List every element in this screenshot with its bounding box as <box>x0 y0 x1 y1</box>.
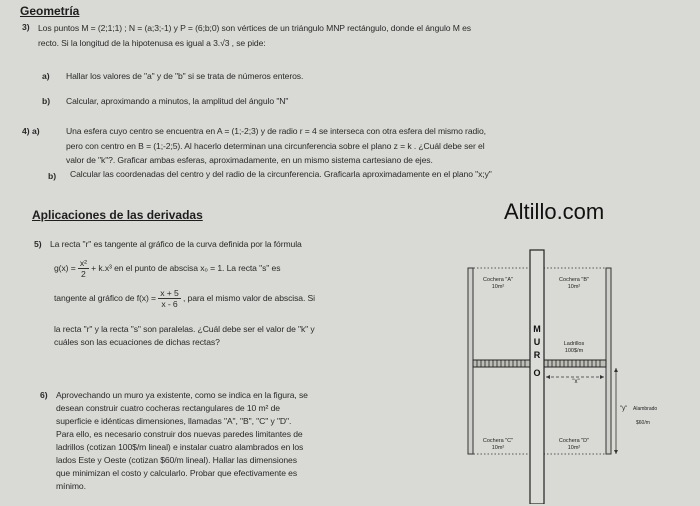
f-rest: , para el mismo valor de abscisa. Si <box>182 292 315 303</box>
problem-6-line-5: ladrillos (cotizan 100$/m lineal) e instalar cuatro alambrados en los <box>56 442 304 452</box>
y-dimension-label: "y" <box>620 406 628 412</box>
fence-label: Alambrado <box>633 406 658 412</box>
altillo-watermark: Altillo.com <box>504 199 605 224</box>
g-rest: + k.x³ en el punto de abscisa x₀ = 1. La recta "s" es <box>91 262 281 273</box>
wall-letter-m: M <box>533 324 541 334</box>
problem-5-line-1: La recta "r" es tangente al gráfico de la curva definida por la fórmula <box>50 239 302 249</box>
problem-6-line-6: lados Este y Oeste (cotizan $60/m lineal). Hallar las dimensiones <box>56 455 297 465</box>
g-fraction-numerator: x² <box>79 258 87 268</box>
brick-wall-left <box>473 360 530 367</box>
garages-figure <box>462 246 672 504</box>
f-lhs: tangente al gráfico de f(x) = <box>54 292 156 303</box>
garage-b-area: 10m² <box>567 284 581 290</box>
fence-price: $60/m <box>636 420 650 426</box>
problem-3a-label: a) <box>42 71 50 81</box>
problem-6-line-2: desean construir cuatro cocheras rectangulares de 10 m² de <box>56 403 280 413</box>
garage-b-label: Cochera "B" <box>559 277 589 283</box>
problem-3-line-2: recto. Si la longitud de la hipotenusa es igual a 3.√3 , se pide: <box>38 38 266 48</box>
brick-label: Ladrillos <box>563 341 585 347</box>
west-fence <box>468 268 473 454</box>
garage-c-area: 10m² <box>491 445 505 451</box>
problem-5-number: 5) <box>34 239 42 249</box>
g-fraction-denominator: 2 <box>81 269 86 279</box>
g-lhs: g(x) = <box>54 262 76 273</box>
east-fence <box>606 268 611 454</box>
brick-price: 100$/m <box>564 348 584 354</box>
g-fraction <box>78 258 89 279</box>
problem-5-line-5: cuáles son las ecuaciones de dichas rectas? <box>54 337 220 347</box>
problem-5-formula-g <box>54 258 280 279</box>
garage-d-label: Cochera "D" <box>558 438 590 444</box>
problem-4-line-1: Una esfera cuyo centro se encuentra en A = (1;-2;3) y de radio r = 4 se interseca con otra esfera del mismo radio, <box>66 126 486 136</box>
f-fraction-denominator: x - 6 <box>161 299 178 309</box>
problem-6-line-7: que minimizan el costo y calcularlo. Probar que efectivamente es <box>56 468 298 478</box>
f-fraction <box>158 288 180 309</box>
garage-d-area: 10m² <box>567 445 581 451</box>
problem-4b-label: b) <box>48 171 57 181</box>
geometry-section-title: Geometría <box>20 4 80 18</box>
brick-wall-right <box>544 360 606 367</box>
x-dimension-label: "x" <box>572 379 580 385</box>
garage-a-area: 10m² <box>491 284 505 290</box>
wall-letter-u: U <box>533 337 541 347</box>
problem-6-line-1: Aprovechando un muro ya existente, como se indica en la figura, se <box>56 390 308 400</box>
f-fraction-numerator: x + 5 <box>160 288 179 298</box>
problem-3b-text: Calcular, aproximando a minutos, la amplitud del ángulo "N" <box>66 96 289 106</box>
problem-6-line-3: superficie e idénticas dimensiones, llamadas "A", "B", "C" y "D". <box>56 416 292 426</box>
garage-a-label: Cochera "A" <box>483 277 513 283</box>
wall-letter-r: R <box>533 350 541 360</box>
problem-6-line-4: Para ello, es necesario construir dos nuevas paredes limitantes de <box>56 429 303 439</box>
problem-4a-number: 4) a) <box>22 126 40 136</box>
problem-4-line-2: pero con centro en B = (1;-2;5). Al hacerlo determinan una circunferencia sobre el plano z = k . ¿Cuál debe ser el <box>66 141 485 151</box>
problem-3-line-1: Los puntos M = (2;1;1) ; N = (a;3;-1) y P = (6;b;0) son vértices de un triángulo MNP rectángulo, donde el ángulo M es <box>38 23 471 33</box>
wall-letter-o: O <box>533 368 541 378</box>
problem-3b-label: b) <box>42 96 51 106</box>
garage-c-label: Cochera "C" <box>482 438 514 444</box>
problem-6-number: 6) <box>40 390 48 400</box>
problem-4b-text: Calcular las coordenadas del centro y del radio de la circunferencia. Graficarla aproximadamente en el plano "x;y" <box>70 169 492 179</box>
problem-3a-text: Hallar los valores de "a" y de "b" si se trata de números enteros. <box>66 71 304 81</box>
problem-6-line-8: mínimo. <box>56 481 86 491</box>
problem-5-formula-f <box>54 288 315 309</box>
derivatives-section-title: Aplicaciones de las derivadas <box>32 208 203 222</box>
problem-3-number: 3) <box>22 22 30 32</box>
problem-5-line-4: la recta "r" y la recta "s" son paralelas. ¿Cuál debe ser el valor de "k" y <box>54 324 315 334</box>
problem-4-line-3: valor de "k"?. Graficar ambas esferas, aproximadamente, en un mismo sistema cartesiano de ejes. <box>66 155 433 165</box>
